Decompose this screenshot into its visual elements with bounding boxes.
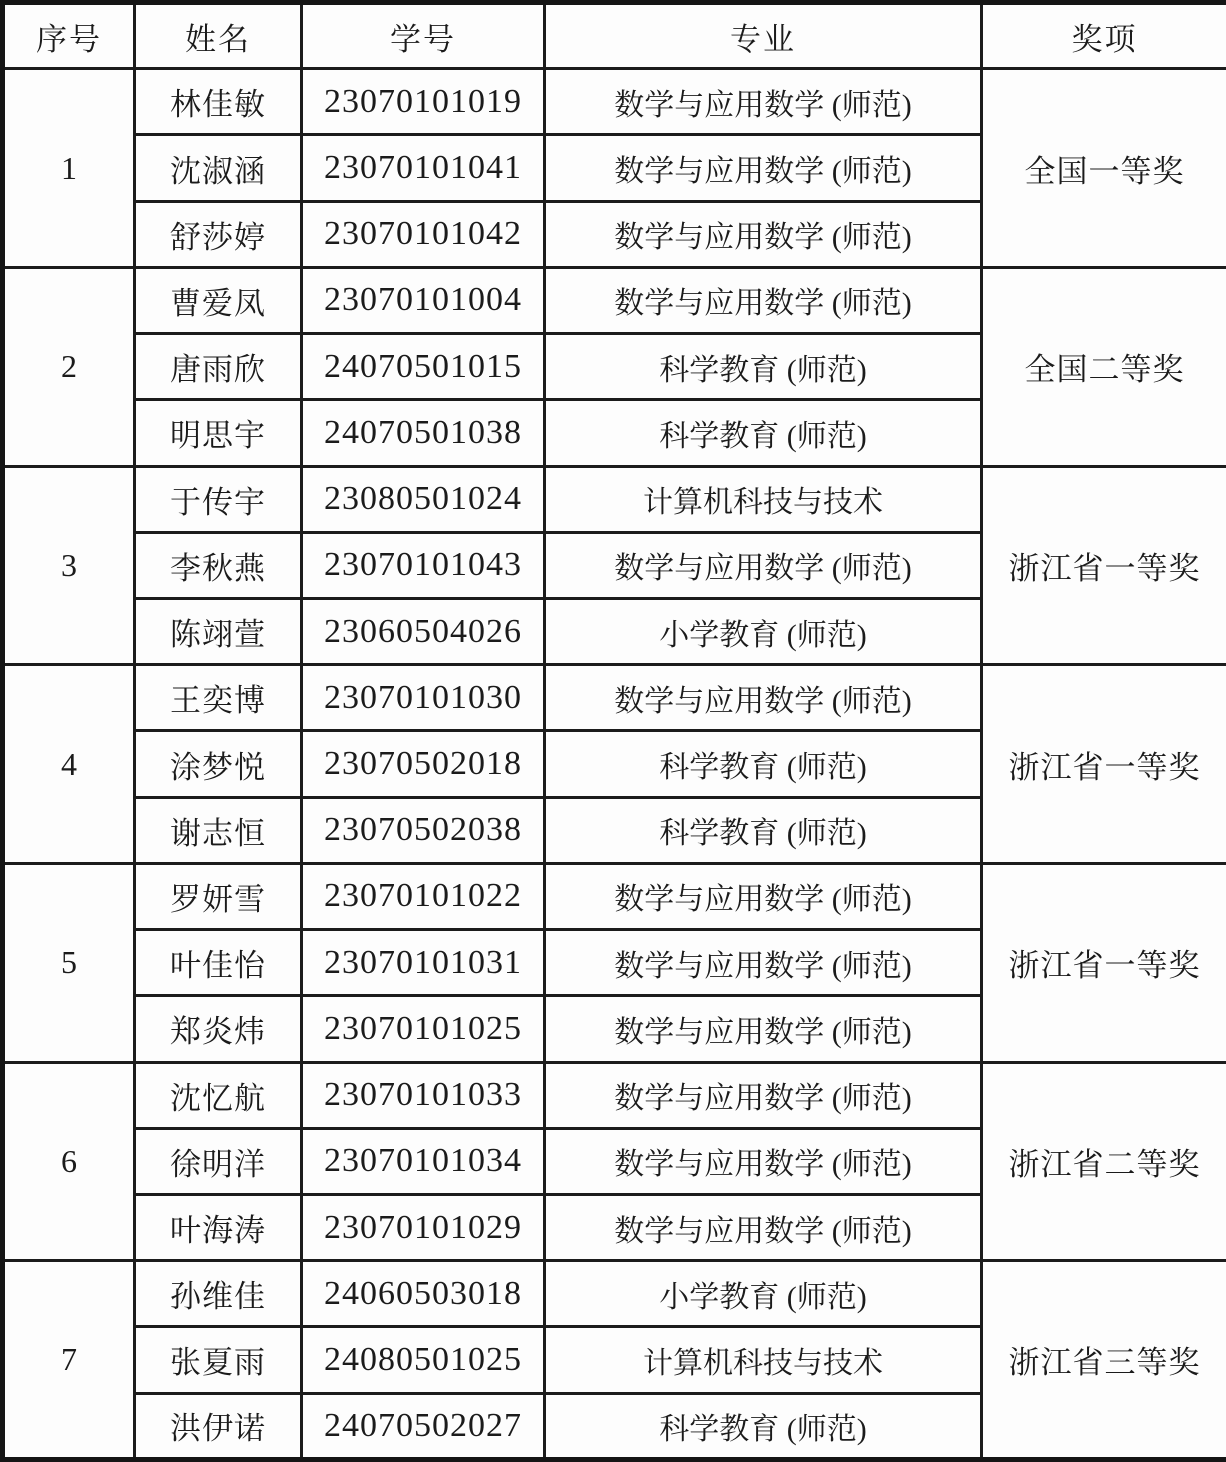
header-row — [3, 3, 1226, 69]
student-id-cell: 23080501024 — [302, 466, 545, 532]
major-cell: 数学与应用数学 (师范) — [545, 665, 982, 731]
major-cell: 数学与应用数学 (师范) — [545, 135, 982, 201]
table-row — [3, 1062, 1226, 1128]
name-cell: 张夏雨 — [135, 1327, 302, 1393]
major-cell: 计算机科技与技术 — [545, 1327, 982, 1393]
serial-cell: 2 — [3, 267, 135, 466]
award-cell: 浙江省一等奖 — [982, 665, 1226, 864]
name-cell: 陈翊萱 — [135, 598, 302, 664]
major-cell: 小学教育 (师范) — [545, 598, 982, 664]
name-cell: 林佳敏 — [135, 69, 302, 135]
student-id-cell: 23070101033 — [302, 1062, 545, 1128]
name-cell: 唐雨欣 — [135, 334, 302, 400]
header-name: 姓名 — [135, 3, 302, 69]
name-cell: 郑炎炜 — [135, 996, 302, 1062]
name-cell: 沈忆航 — [135, 1062, 302, 1128]
name-cell: 叶海涛 — [135, 1194, 302, 1260]
name-cell: 涂梦悦 — [135, 731, 302, 797]
serial-cell: 1 — [3, 69, 135, 268]
award-cell: 浙江省二等奖 — [982, 1062, 1226, 1261]
major-cell: 数学与应用数学 (师范) — [545, 1194, 982, 1260]
name-cell: 罗妍雪 — [135, 863, 302, 929]
table-row — [3, 267, 1226, 333]
major-cell: 小学教育 (师范) — [545, 1261, 982, 1327]
header-student-id: 学号 — [302, 3, 545, 69]
award-cell: 浙江省一等奖 — [982, 466, 1226, 665]
name-cell: 王奕博 — [135, 665, 302, 731]
student-id-cell: 23070101034 — [302, 1128, 545, 1194]
name-cell: 洪伊诺 — [135, 1393, 302, 1459]
student-id-cell: 23070101041 — [302, 135, 545, 201]
major-cell: 数学与应用数学 (师范) — [545, 267, 982, 333]
major-cell: 数学与应用数学 (师范) — [545, 69, 982, 135]
table-row — [3, 665, 1226, 731]
major-cell: 数学与应用数学 (师范) — [545, 1062, 982, 1128]
major-cell: 数学与应用数学 (师范) — [545, 201, 982, 267]
student-id-cell: 23070502038 — [302, 797, 545, 863]
serial-cell: 3 — [3, 466, 135, 665]
student-id-cell: 23070101043 — [302, 532, 545, 598]
major-cell: 数学与应用数学 (师范) — [545, 996, 982, 1062]
name-cell: 李秋燕 — [135, 532, 302, 598]
table-row — [3, 863, 1226, 929]
student-id-cell: 23070101019 — [302, 69, 545, 135]
major-cell: 科学教育 (师范) — [545, 731, 982, 797]
major-cell: 计算机科技与技术 — [545, 466, 982, 532]
name-cell: 明思宇 — [135, 400, 302, 466]
major-cell: 数学与应用数学 (师范) — [545, 930, 982, 996]
name-cell: 叶佳怡 — [135, 930, 302, 996]
serial-cell: 6 — [3, 1062, 135, 1261]
name-cell: 舒莎婷 — [135, 201, 302, 267]
major-cell: 数学与应用数学 (师范) — [545, 1128, 982, 1194]
header-award: 奖项 — [982, 3, 1226, 69]
student-id-cell: 23070101004 — [302, 267, 545, 333]
major-cell: 科学教育 (师范) — [545, 1393, 982, 1459]
student-id-cell: 23070101029 — [302, 1194, 545, 1260]
major-cell: 科学教育 (师范) — [545, 334, 982, 400]
student-id-cell: 23070101030 — [302, 665, 545, 731]
student-id-cell: 24080501025 — [302, 1327, 545, 1393]
name-cell: 沈淑涵 — [135, 135, 302, 201]
serial-cell: 5 — [3, 863, 135, 1062]
student-id-cell: 23070101022 — [302, 863, 545, 929]
name-cell: 于传宇 — [135, 466, 302, 532]
student-id-cell: 24070501038 — [302, 400, 545, 466]
award-cell: 浙江省一等奖 — [982, 863, 1226, 1062]
student-id-cell: 24070501015 — [302, 334, 545, 400]
name-cell: 谢志恒 — [135, 797, 302, 863]
student-id-cell: 23070502018 — [302, 731, 545, 797]
award-cell: 全国二等奖 — [982, 267, 1226, 466]
major-cell: 数学与应用数学 (师范) — [545, 863, 982, 929]
student-id-cell: 23070101042 — [302, 201, 545, 267]
table-row — [3, 69, 1226, 135]
student-id-cell: 23070101025 — [302, 996, 545, 1062]
serial-cell: 7 — [3, 1261, 135, 1460]
table-row — [3, 1261, 1226, 1327]
header-no: 序号 — [3, 3, 135, 69]
major-cell: 科学教育 (师范) — [545, 797, 982, 863]
award-cell: 全国一等奖 — [982, 69, 1226, 268]
award-cell: 浙江省三等奖 — [982, 1261, 1226, 1460]
major-cell: 科学教育 (师范) — [545, 400, 982, 466]
name-cell: 孙维佳 — [135, 1261, 302, 1327]
name-cell: 徐明洋 — [135, 1128, 302, 1194]
header-major: 专业 — [545, 3, 982, 69]
serial-cell: 4 — [3, 665, 135, 864]
student-id-cell: 24060503018 — [302, 1261, 545, 1327]
student-id-cell: 23060504026 — [302, 598, 545, 664]
student-id-cell: 23070101031 — [302, 930, 545, 996]
major-cell: 数学与应用数学 (师范) — [545, 532, 982, 598]
student-id-cell: 24070502027 — [302, 1393, 545, 1459]
name-cell: 曹爱凤 — [135, 267, 302, 333]
table-row — [3, 466, 1226, 532]
